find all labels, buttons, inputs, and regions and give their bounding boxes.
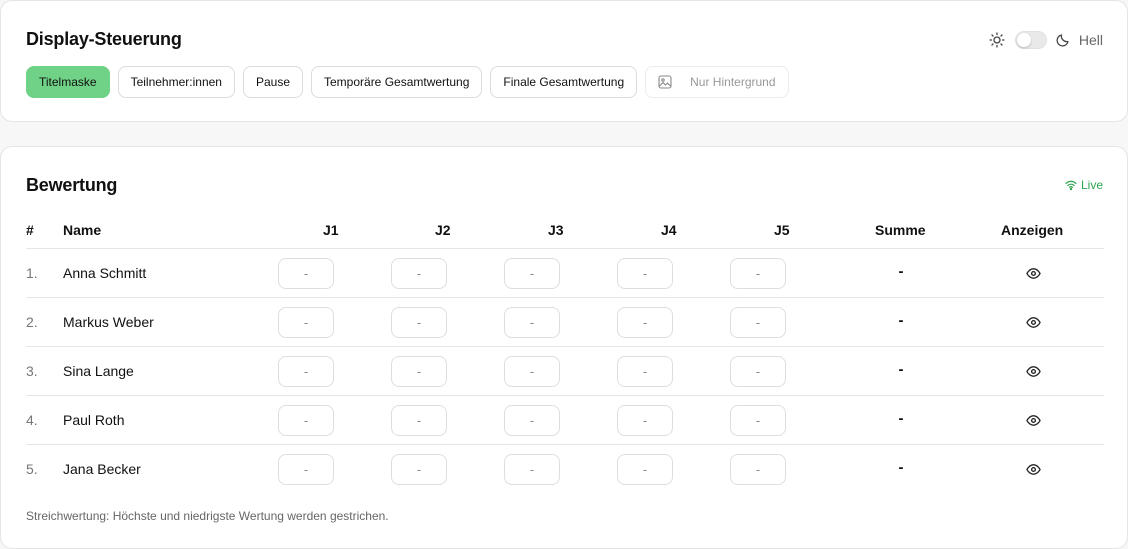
score-input-j4[interactable]: - (617, 356, 673, 387)
eye-icon[interactable] (1026, 462, 1041, 480)
table-row (26, 445, 1104, 494)
sun-icon (989, 32, 1005, 48)
row-rank: 4. (26, 412, 38, 428)
col-sum: Summe (875, 222, 926, 238)
col-j4: J4 (661, 222, 677, 238)
row-rank: 3. (26, 363, 38, 379)
col-name: Name (63, 222, 102, 238)
col-j3: J3 (548, 222, 564, 238)
pause-button[interactable]: Pause (243, 66, 303, 98)
teilnehmer-button[interactable]: Teilnehmer:innen (118, 66, 235, 98)
table-row (26, 347, 1104, 396)
theme-switch-knob (1017, 33, 1031, 47)
display-control-title: Display-Steuerung (26, 29, 182, 49)
display-control-card (0, 0, 1128, 122)
score-input-j4[interactable]: - (617, 454, 673, 485)
score-input-j2[interactable]: - (391, 405, 447, 436)
score-table-body (26, 249, 1104, 494)
score-input-j5[interactable]: - (730, 307, 786, 338)
row-sum: - (898, 312, 904, 329)
score-input-j5[interactable]: - (730, 454, 786, 485)
display-mode-buttons (26, 66, 789, 98)
score-input-j1[interactable]: - (278, 307, 334, 338)
row-sum: - (898, 361, 904, 378)
score-input-j3[interactable]: - (504, 356, 560, 387)
score-input-j3[interactable]: - (504, 258, 560, 289)
background-only-button[interactable] (645, 66, 788, 98)
titelmaske-button[interactable]: Titelmaske (26, 66, 110, 98)
background-only-label: Nur Hintergrund (690, 75, 776, 89)
score-input-j5[interactable]: - (730, 405, 786, 436)
score-input-j2[interactable]: - (391, 307, 447, 338)
eye-icon[interactable] (1026, 413, 1041, 431)
col-rank: # (26, 222, 34, 238)
wifi-icon (1065, 179, 1077, 191)
live-indicator (1065, 178, 1103, 192)
row-name: Paul Roth (63, 412, 125, 428)
row-sum: - (898, 263, 904, 280)
moon-icon (1055, 32, 1071, 48)
eye-icon[interactable] (1026, 315, 1041, 333)
theme-label: Hell (1078, 32, 1103, 48)
scoring-title: Bewertung (26, 175, 118, 195)
row-name: Jana Becker (63, 461, 141, 477)
score-input-j1[interactable]: - (278, 356, 334, 387)
row-sum: - (898, 410, 904, 427)
score-input-j5[interactable]: - (730, 258, 786, 289)
image-icon (658, 75, 672, 89)
row-name: Markus Weber (63, 314, 154, 330)
score-input-j3[interactable]: - (504, 454, 560, 485)
score-input-j1[interactable]: - (278, 258, 334, 289)
score-input-j5[interactable]: - (730, 356, 786, 387)
row-name: Anna Schmitt (63, 265, 147, 281)
score-input-j1[interactable]: - (278, 454, 334, 485)
score-input-j2[interactable]: - (391, 454, 447, 485)
scoring-card (0, 146, 1128, 549)
score-input-j3[interactable]: - (504, 307, 560, 338)
score-table-header (26, 217, 1104, 249)
col-j1: J1 (323, 222, 339, 238)
eye-icon[interactable] (1026, 364, 1041, 382)
col-show: Anzeigen (1001, 222, 1064, 238)
table-row (26, 396, 1104, 445)
score-input-j4[interactable]: - (617, 307, 673, 338)
score-input-j1[interactable]: - (278, 405, 334, 436)
col-j2: J2 (435, 222, 451, 238)
theme-toggle-group (989, 30, 1103, 50)
score-input-j2[interactable]: - (391, 258, 447, 289)
final-ranking-button[interactable]: Finale Gesamtwertung (490, 66, 637, 98)
score-input-j4[interactable]: - (617, 258, 673, 289)
score-input-j4[interactable]: - (617, 405, 673, 436)
table-row (26, 249, 1104, 298)
temporary-ranking-button[interactable]: Temporäre Gesamtwertung (311, 66, 482, 98)
score-input-j3[interactable]: - (504, 405, 560, 436)
footnote: Streichwertung: Höchste und niedrigste Wertung werden gestrichen. (26, 509, 389, 523)
live-label: Live (1080, 178, 1103, 192)
row-rank: 1. (26, 265, 38, 281)
eye-icon[interactable] (1026, 266, 1041, 284)
row-rank: 5. (26, 461, 38, 477)
table-row (26, 298, 1104, 347)
score-table (26, 217, 1104, 494)
score-input-j2[interactable]: - (391, 356, 447, 387)
row-rank: 2. (26, 314, 38, 330)
row-name: Sina Lange (63, 363, 134, 379)
theme-switch[interactable] (1015, 31, 1047, 49)
col-j5: J5 (774, 222, 790, 238)
row-sum: - (898, 459, 904, 476)
